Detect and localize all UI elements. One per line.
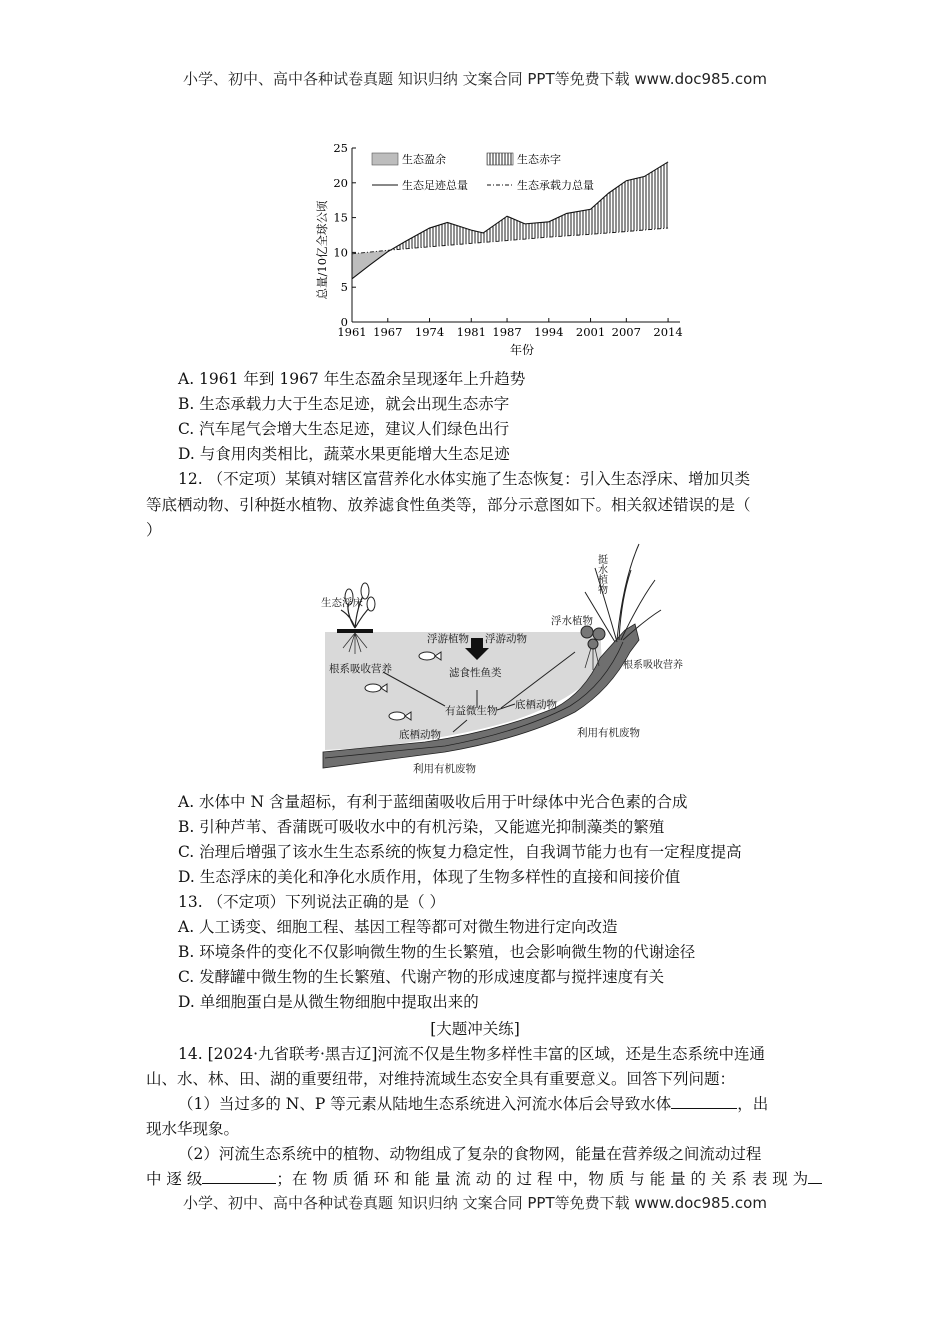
q14-part1-line1 xyxy=(178,1093,768,1115)
legend-capacity: 生态承载力总量 xyxy=(517,179,594,192)
y-tick-label: 25 xyxy=(333,141,348,155)
q12-option-a: A. 水体中 N 含量超标，有利于蓝细菌吸收后用于叶绿体中光合色素的合成 xyxy=(178,793,688,811)
x-tick-label: 1961 xyxy=(337,325,367,339)
label-microbe: 有益微生物 xyxy=(445,705,498,717)
label-zoo: 浮游动物 xyxy=(485,633,527,645)
x-tick-label: 2007 xyxy=(611,325,641,339)
x-tick-label: 1994 xyxy=(534,325,564,339)
answer-blank-3[interactable] xyxy=(808,1169,822,1184)
x-tick-label: 1987 xyxy=(492,325,522,339)
y-tick-label: 20 xyxy=(333,175,348,190)
y-tick-label: 10 xyxy=(333,245,348,260)
float-bed-platform xyxy=(337,629,373,633)
q12-stem-line2: 等底栖动物、引种挺水植物、放养滤食性鱼类等，部分示意图如下。相关叙述错误的是（ xyxy=(146,496,751,514)
q13-option-c: C. 发酵罐中微生物的生长繁殖、代谢产物的形成速度都与搅拌速度有关 xyxy=(178,968,665,986)
q13-option-d: D. 单细胞蛋白是从微生物细胞中提取出来的 xyxy=(178,993,479,1011)
q11-option-c: C. 汽车尾气会增大生态足迹，建议人们绿色出行 xyxy=(178,420,510,438)
label-benthic-bottom: 底栖动物 xyxy=(399,729,441,741)
x-axis-label: 年份 xyxy=(510,343,535,357)
x-tick-label: 1981 xyxy=(456,325,486,339)
label-root-right: 根系吸收营养 xyxy=(623,660,683,671)
answer-blank-1[interactable] xyxy=(671,1094,737,1109)
ecological-restoration-diagram xyxy=(305,540,683,780)
y-tick-label: 15 xyxy=(333,210,348,225)
label-phyto: 浮游植物 xyxy=(427,633,469,645)
label-float-bed: 生态浮床 xyxy=(321,597,363,609)
legend-swatch-deficit xyxy=(487,153,513,165)
deficit-area xyxy=(391,162,668,250)
q12-stem-line3: ） xyxy=(146,521,162,539)
page-header: 小学、初中、高中各种试卷真题 知识归纳 文案合同 PPT等免费下载 www.doc985.com xyxy=(183,70,767,88)
y-tick-label: 5 xyxy=(340,280,348,295)
y-tick-label: 0 xyxy=(340,315,348,329)
ecological-footprint-chart xyxy=(300,140,700,365)
legend-surplus: 生态盈余 xyxy=(402,153,446,166)
q13-option-b: B. 环境条件的变化不仅影响微生物的生长繁殖，也会影响微生物的代谢途径 xyxy=(178,943,696,961)
water-body xyxy=(325,632,602,750)
label-root-left: 根系吸收营养 xyxy=(329,663,392,675)
label-waste-right: 利用有机废物 xyxy=(577,727,640,739)
q11-option-a: A. 1961 年到 1967 年生态盈余呈现逐年上升趋势 xyxy=(178,370,526,388)
q14-stem-line1: 14. [2024·九省联考·黑吉辽]河流不仅是生物多样性丰富的区域，还是生态系统中连通 xyxy=(178,1045,765,1063)
q14-part1-tail: ，出 xyxy=(737,1095,769,1113)
legend-deficit: 生态赤字 xyxy=(517,153,561,166)
legend-swatch-surplus xyxy=(372,153,398,165)
q14-part2-line2 xyxy=(146,1168,822,1190)
q14-stem-line2: 山、水、林、田、湖的重要纽带，对维持流域生态安全具有重要意义。回答下列问题： xyxy=(146,1070,736,1088)
q13-stem: 13. （不定项）下列说法正确的是（ ） xyxy=(178,893,446,911)
q12-option-b: B. 引种芦苇、香蒲既可吸收水中的有机污染，又能遮光抑制藻类的繁殖 xyxy=(178,818,665,836)
q11-option-b: B. 生态承载力大于生态足迹，就会出现生态赤字 xyxy=(178,395,510,413)
q14-part2-line1: （2）河流生态系统中的植物、动物组成了复杂的食物网，能量在营养级之间流动过程 xyxy=(178,1145,762,1163)
label-floating: 浮水植物 xyxy=(551,615,593,627)
q11-option-d: D. 与食用肉类相比，蔬菜水果更能增大生态足迹 xyxy=(178,445,510,463)
x-tick-label: 2001 xyxy=(575,325,606,339)
label-benthic-right: 底栖动物 xyxy=(515,699,557,711)
page-footer: 小学、初中、高中各种试卷真题 知识归纳 文案合同 PPT等免费下载 www.doc985.com xyxy=(183,1194,767,1212)
q12-option-d: D. 生态浮床的美化和净化水质作用，体现了生物多样性的直接和间接价值 xyxy=(178,868,681,886)
q12-option-c: C. 治理后增强了该水生生态系统的恢复力稳定性，自我调节能力也有一定程度提高 xyxy=(178,843,742,861)
x-tick-label: 1974 xyxy=(414,325,445,339)
q14-part2-text: 中 逐 级 xyxy=(146,1170,203,1188)
q14-part1-text: （1）当过多的 N、P 等元素从陆地生态系统进入河流水体后会导致水体 xyxy=(178,1095,672,1113)
q14-part2-tail: ；在 物 质 循 环 和 能 量 流 动 的 过 程 中，物 质 与 能 量 的 关 系 表 现 为 xyxy=(276,1170,809,1188)
label-waste-bottom: 利用有机废物 xyxy=(413,763,476,775)
q14-part1-line2: 现水华现象。 xyxy=(146,1120,240,1138)
x-tick-label: 2014 xyxy=(653,325,683,339)
x-tick-label: 1967 xyxy=(373,325,403,339)
legend-footprint: 生态足迹总量 xyxy=(402,179,468,192)
y-axis-label: 总量/10亿全球公顷 xyxy=(315,200,329,300)
q12-stem-line1: 12. （不定项）某镇对辖区富营养化水体实施了生态恢复：引入生态浮床、增加贝类 xyxy=(178,470,751,488)
q13-option-a: A. 人工诱变、细胞工程、基因工程等都可对微生物进行定向改造 xyxy=(178,918,618,936)
section-heading: [大题冲关练] xyxy=(430,1020,520,1038)
label-emergent: 挺水植物 xyxy=(595,554,607,594)
label-filter-fish: 滤食性鱼类 xyxy=(449,667,502,679)
answer-blank-2[interactable] xyxy=(202,1169,276,1184)
